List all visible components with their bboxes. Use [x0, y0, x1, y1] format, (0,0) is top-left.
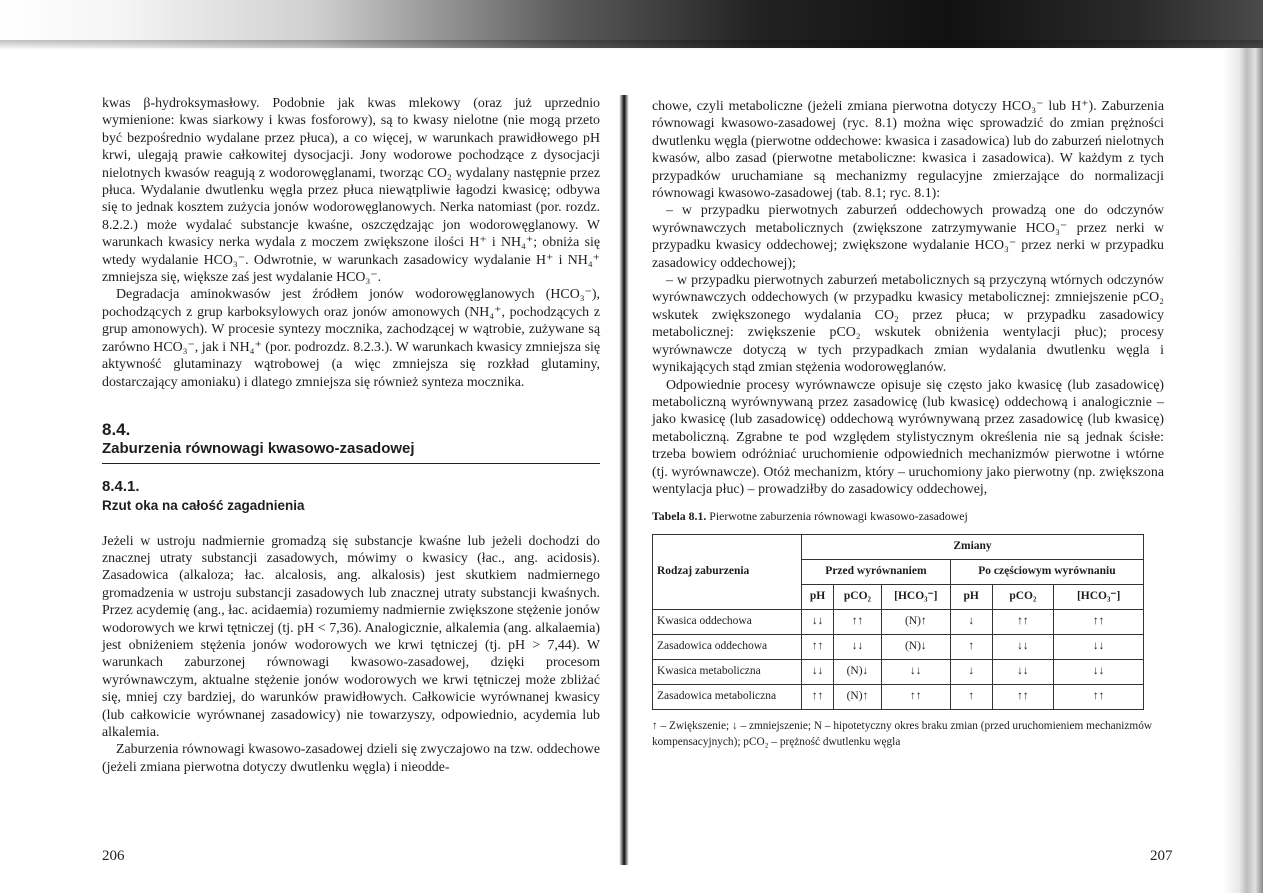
left-paragraph-4: Zaburzenia równowagi kwasowo-zasadowej dzieli się zwyczajowo na tzw. oddechowe (jeżeli zmiana pierwotna dotyczy dwutlenku węgla) i nieodde- [102, 742, 600, 775]
row-label: Zasadowica oddechowa [653, 634, 802, 659]
table-cell: ↑↑ [992, 684, 1054, 709]
table-cell: (N)↑ [834, 684, 882, 709]
row-label: Kwasica oddechowa [653, 609, 802, 634]
table-footnote: ↑ – Zwiększenie; ↓ – zmniejszenie; N – hipotetyczny okres braku zmian (przed uruchomieniem mechanizmów kompensacyjnych); pCO₂ – prężność dwutlenku węgla [652, 719, 1153, 748]
table-cell: ↓ [950, 609, 992, 634]
scan-top-fade [0, 40, 1263, 50]
sub-header: [HCO₃⁻] [881, 584, 950, 609]
table-cell: (N)↓ [881, 634, 950, 659]
section-number: 8.4. [102, 419, 131, 439]
col-header-rodzaj: Rodzaj zaburzenia [653, 534, 802, 609]
table-cell: ↓↓ [834, 634, 882, 659]
section-title: Zaburzenia równowagi kwasowo-zasadowej [102, 440, 600, 463]
table-cell: ↓↓ [992, 659, 1054, 684]
table-cell: ↑↑ [881, 684, 950, 709]
table-row [653, 659, 1144, 684]
col-header-zmiany: Zmiany [802, 534, 1144, 559]
right-paragraph-1: chowe, czyli metaboliczne (jeżeli zmiana pierwotna dotyczy HCO₃⁻ lub H⁺). Zaburzenia równowagi kwasowo-zasadowej (ryc. 8.1) można więc sprowadzić do zmian prężności dwutlenku węgla (pierwotne oddechowe: kwasica i zasadowica) lub do zaburzeń nielotnych kwasów, albo zasad (pierwotne metaboliczne: kwasica i zasadowica). W każdym z tych przypadków uruchamiane są mechanizmy regulacyjne zmierzające do normalizacji równowagi kwasowo-zasadowej (tab. 8.1; ryc. 8.1): [652, 99, 1164, 202]
table-cell: ↑↑ [802, 634, 834, 659]
table-cell: ↑↑ [1054, 684, 1144, 709]
table-cell: ↓↓ [881, 659, 950, 684]
book-gutter [612, 95, 636, 865]
page-number-left: 206 [102, 848, 125, 864]
table-cell: ↓↓ [1054, 659, 1144, 684]
col-header-po: Po częściowym wyrównaniu [950, 559, 1143, 584]
row-label: Zasadowica metaboliczna [653, 684, 802, 709]
table-cell: ↓↓ [992, 634, 1054, 659]
table-caption-label: Tabela 8.1. [652, 509, 707, 524]
acid-base-table [652, 534, 1144, 710]
table-cell: ↓↓ [802, 609, 834, 634]
right-page [652, 98, 1164, 750]
table-cell: ↑↑ [992, 609, 1054, 634]
subsection-number: 8.4.1. [102, 477, 140, 495]
table-caption-text: Pierwotne zaburzenia równowagi kwasowo-zasadowej [709, 509, 968, 524]
page-number-right: 207 [1150, 848, 1173, 864]
table-cell: (N)↓ [834, 659, 882, 684]
table-row [653, 634, 1144, 659]
table-cell: ↑↑ [802, 684, 834, 709]
table-caption [652, 508, 1164, 525]
table-cell: ↑↑ [1054, 609, 1144, 634]
right-dash-item-2: – w przypadku pierwotnych zaburzeń metabolicznych są przyczyną wtórnych odczynów wyrównawczych oddechowych (w przypadku kwasicy metabolicznej: zmniejszenie pCO₂ wskutek zwiększonego wydalania CO₂ przez płuca; w przypadku zasadowicy metabolicznej: zwiększenie pCO₂ wskutek obniżenia wentylacji płuc); procesy wyrównawcze dotyczą w tych przypadkach zmian wydalania dwutlenku węgla i wynikających stąd zmian stężenia wodorowęglanów. [652, 273, 1164, 376]
page-edge-shadow [1223, 48, 1263, 893]
sub-header: pCO₂ [834, 584, 882, 609]
table-row [653, 609, 1144, 634]
col-header-przed: Przed wyrównaniem [802, 559, 951, 584]
sub-header: pCO₂ [992, 584, 1054, 609]
row-label: Kwasica metaboliczna [653, 659, 802, 684]
left-paragraph-3: Jeżeli w ustroju nadmiernie gromadzą się substancje kwaśne lub jeżeli dochodzi do znacznej utraty substancji zasadowych, mówimy o kwasicy (łac., ang. acidosis). Zasadowica (alkaloza; łac. alcalosis, ang. alkalosis) jest skutkiem nadmiernego gromadzenia w ustroju substancji zasadowych lub znacznej utraty substancji kwaśnych. Przez acydemię (ang., łac. acidaemia) rozumiemy nadmiernie zwiększone stężenie jonów wodorowych we krwi tętniczej (tj. pH < 7,36). Analogicznie, alkalemia (ang. alkalaemia) jest obniżeniem stężenia jonów wodorowych we krwi tętniczej (tj. pH > 7,44). W warunkach zaburzonej równowagi kwasowo-zasadowej, dzięki procesom wyrównawczym, aktualne stężenie jonów wodorowych we krwi tętniczej może zbliżać się, mniej czy bardziej, do warunków prawidłowych. Całkowicie wyrównanej kwasicy (lub całkowicie wyrównanej zasadowicy) nie towarzyszy, odpowiednio, acydemia lub alkalemia. [102, 533, 600, 740]
sub-header: [HCO₃⁻] [1054, 584, 1144, 609]
left-paragraph-2: Degradacja aminokwasów jest źródłem jonów wodorowęglanowych (HCO₃⁻), pochodzących z grup karboksylowych oraz jonów amonowych (NH₄⁺, pochodzących z grup amonowych). W procesie syntezy mocznika, zachodzącej w wątrobie, zużywane są zarówno HCO₃⁻, jak i NH₄⁺ (por. podrozdz. 8.2.3.). W warunkach kwasicy zmniejsza się aktywność glutaminazy wątrobowej (a więc zmniejsza się rozkład glutaminy, dostarczający amoniaku) i dlatego zmniejsza się również synteza mocznika. [102, 287, 600, 390]
table-cell: ↑↑ [834, 609, 882, 634]
table-cell: ↓↓ [802, 659, 834, 684]
table-cell: ↓↓ [1054, 634, 1144, 659]
left-paragraph-1: kwas β-hydroksymasłowy. Podobnie jak kwas mlekowy (oraz już uprzednio wymienione: kwas siarkowy i kwas fosforowy), są to kwasy nielotne (nie mogą przeto być bezpośrednio wydalane przez płuca), a co więcej, w warunkach prawidłowego pH krwi, ulegają prawie całkowitej dysocjacji. Jony wodorowe pochodzące z dysocjacji nielotnych kwasów reagują z wodorowęglanami, tworząc CO₂ wydalany następnie przez płuca. Wydalanie dwutlenku węgla przez płuca niewątpliwie łagodzi kwasicę; odbywa się to jednak kosztem zużycia jonów wodorowęglanowych. Nerka natomiast (por. rozdz. 8.2.2.) może wydalać substancje kwaśne, oszczędzając jon wodorowęglanowy. W warunkach kwasicy nerka wydala z moczem zwiększone ilości H⁺ i NH₄⁺; obniża się wtedy wydalanie HCO₃⁻. Odwrotnie, w warunkach zasadowicy wydalanie H⁺ i NH₄⁺ zmniejsza się, większe zaś jest wydalanie HCO₃⁻. [102, 96, 600, 286]
sub-header: pH [802, 584, 834, 609]
table-cell: (N)↑ [881, 609, 950, 634]
left-page [102, 95, 600, 776]
table-cell: ↑ [950, 634, 992, 659]
table-row [653, 684, 1144, 709]
table-cell: ↑ [950, 684, 992, 709]
table-cell: ↓ [950, 659, 992, 684]
right-dash-item-1: – w przypadku pierwotnych zaburzeń oddechowych prowadzą one do odczynów wyrównawczych metabolicznych (zwiększone zatrzymywanie HCO₃⁻ przez nerki w przypadku kwasicy oddechowej; zwiększone wydalanie HCO₃⁻ przez nerki w przypadku zasadowicy oddechowej); [652, 203, 1164, 271]
right-paragraph-2: Odpowiednie procesy wyrównawcze opisuje się często jako kwasicę (lub zasadowicę) metaboliczną wyrównywaną przez zasadowicę (lub kwasicę) oddechową i analogicznie – jako kwasicę (lub zasadowicę) oddechową wyrównywaną przez zasadowicę (lub kwasicę) metaboliczną. Zgrabne te pod względem stylistycznym określenia nie są jednak ścisłe: trzeba bowiem odróżniać uruchomienie odpowiednich mechanizmów pierwotne i wtórne (tj. wyrównawcze). Otóż mechanizm, który – uruchomiony jako pierwotny (np. zwiększona wentylacja płuc) – prowadziłby do zasadowicy oddechowej, [652, 377, 1164, 497]
sub-header: pH [950, 584, 992, 609]
subsection-title: Rzut oka na całość zagadnienia [102, 498, 305, 514]
